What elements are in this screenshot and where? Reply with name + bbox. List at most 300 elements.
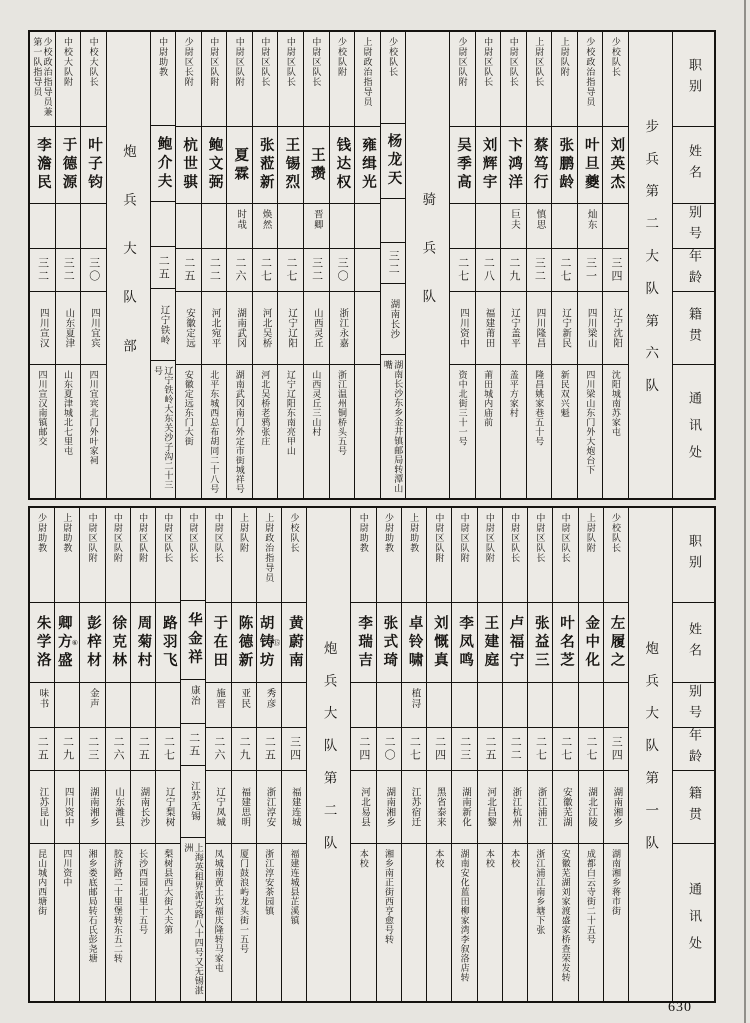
native-place-cell-text: 河北易县 [359, 787, 369, 827]
native-place-cell-text: 浙江浦江 [535, 787, 546, 827]
age-cell-text: 二七 [558, 257, 571, 283]
age-cell-text: 三二 [62, 257, 75, 283]
rank-cell-text: 中尉区队附 [434, 513, 445, 563]
address-cell-text: 昆山城内西塘街 [37, 849, 48, 916]
address-cell [478, 844, 502, 1001]
native-place-cell [427, 771, 451, 844]
name-annotation-mark: ⑥ [70, 638, 79, 647]
age-cell [232, 728, 256, 771]
person-column [500, 32, 526, 498]
native-place-cell [503, 771, 527, 844]
age-cell [278, 249, 303, 292]
age-cell-text: 三四 [610, 257, 623, 283]
address-cell [528, 844, 552, 1001]
rank-cell-text: 中尉助教 [158, 37, 169, 77]
native-place-cell-text: 四川梁山 [585, 308, 596, 348]
name-cell [56, 127, 81, 204]
address-cell [579, 844, 603, 1001]
person-column [354, 32, 380, 498]
age-cell-text: 二五 [182, 257, 195, 283]
native-place-cell-text: 湖南长沙 [388, 299, 399, 340]
person-column [231, 508, 256, 1001]
row-header-1 [673, 127, 714, 204]
alias-cell [501, 204, 526, 249]
address-cell-text: 湖南武冈南门外定市街城祥号 [234, 370, 245, 494]
section-title-cell [107, 32, 150, 498]
person-column [477, 508, 502, 1001]
native-place-cell [156, 771, 180, 844]
rank-cell-text: 中尉区队附 [138, 513, 149, 563]
native-place-cell [232, 771, 256, 844]
person-column [80, 32, 106, 498]
address-cell-text: 山西灵丘三山村 [311, 370, 322, 437]
person-name: 张式琦 [381, 614, 398, 671]
rank-cell-text: 中尉区队长 [188, 513, 199, 563]
rank-cell [402, 508, 426, 603]
rank-cell-text: 上尉助教 [62, 513, 73, 553]
age-cell [106, 728, 130, 771]
native-place-cell [603, 292, 628, 365]
name-cell [604, 603, 628, 683]
rank-cell [131, 508, 155, 603]
address-cell [176, 365, 201, 498]
age-cell-text: 二七 [584, 736, 597, 762]
rank-cell [579, 508, 603, 603]
section-title-cell [307, 508, 350, 1001]
native-place-cell [377, 771, 401, 844]
rank-cell-text: 少尉区队附 [457, 37, 468, 87]
alias-cell-text: 康治 [188, 684, 199, 706]
rank-cell [427, 508, 451, 603]
person-name: 杭世骐 [181, 137, 198, 193]
row-header-3 [673, 728, 714, 771]
alias-cell-text: 慎思 [534, 209, 545, 230]
rank-cell-text: 少校政治指导员兼第一队指导员 [32, 37, 53, 117]
native-place-cell-text: 辽宁新民 [560, 308, 571, 348]
native-place-cell-text: 河北昌黎 [485, 787, 496, 827]
alias-cell [257, 683, 281, 728]
rank-cell [253, 32, 278, 127]
rank-cell [176, 32, 201, 127]
rank-cell [355, 32, 380, 127]
native-place-cell [552, 292, 577, 365]
native-place-cell-text: 河北宛平 [209, 308, 220, 348]
address-cell-text: 湖南湘乡蒋市街 [611, 849, 622, 916]
age-cell-text: 三四 [610, 736, 623, 762]
address-cell-text: 本校 [358, 849, 369, 868]
rank-cell [81, 32, 106, 127]
age-cell-text: 三二 [36, 257, 49, 283]
person-name: 鲍文弼 [206, 137, 223, 193]
rank-cell-text: 上尉助教 [409, 513, 420, 553]
person-name: 胡铸坊 [257, 614, 274, 671]
row-header-4 [673, 771, 714, 844]
address-cell-text: 上海英租界派克路八十四号又无锡湛洲 [183, 842, 204, 995]
row-header-0-text: 职别 [686, 58, 702, 100]
age-cell-text: 二三 [458, 736, 471, 762]
section-title-text: 骑兵队 [420, 192, 436, 338]
native-place-cell-text: 湖南武冈 [235, 308, 246, 348]
name-cell [176, 127, 201, 204]
alias-cell [227, 204, 252, 249]
age-cell-text: 二四 [357, 736, 370, 762]
native-place-cell-text: 辽宁凤城 [214, 787, 225, 827]
age-cell [355, 249, 380, 292]
rank-cell-text: 中校大队长 [88, 37, 99, 87]
section-title-column [628, 32, 672, 498]
alias-cell [377, 683, 401, 728]
address-cell-text: 胶济路二十里堡转东五二转 [112, 849, 123, 963]
person-name: 王锡烈 [283, 137, 300, 193]
person-column [54, 508, 79, 1001]
alias-cell [156, 683, 180, 728]
age-cell-text: 二三 [86, 736, 99, 762]
address-cell-text: 辽宁铁岭大东关沙子沟二十三号 [152, 366, 174, 490]
native-place-cell [381, 284, 406, 355]
address-cell [278, 365, 303, 498]
rank-cell [278, 32, 303, 127]
native-place-cell [604, 771, 628, 844]
age-cell [478, 728, 502, 771]
name-cell [552, 127, 577, 204]
person-column [79, 508, 104, 1001]
native-place-cell [402, 771, 426, 844]
rank-cell-text: 中尉区队附 [459, 513, 470, 563]
address-cell [80, 844, 104, 1001]
alias-cell-text: 植浔 [409, 688, 420, 709]
native-place-cell-text: 江苏无锡 [188, 781, 199, 822]
name-cell [381, 124, 406, 199]
rank-cell [30, 32, 55, 127]
person-name: 吴季高 [455, 137, 472, 193]
alias-cell [131, 683, 155, 728]
address-cell [181, 838, 205, 1001]
native-place-cell [30, 292, 55, 365]
alias-cell [402, 683, 426, 728]
address-cell-text: 安徽定远东门大街 [183, 370, 194, 446]
alias-cell [427, 683, 451, 728]
section-title-cell [406, 32, 449, 498]
rank-cell [151, 32, 176, 126]
native-place-cell-text: 湖南湘乡 [384, 787, 395, 827]
age-cell-text: 二七 [559, 736, 572, 762]
roster-table-top [28, 30, 716, 500]
rank-cell [578, 32, 603, 127]
address-cell [381, 355, 406, 498]
age-cell-text: 三四 [288, 736, 301, 762]
person-name: 李瑞吉 [356, 614, 373, 671]
native-place-cell [131, 771, 155, 844]
rank-cell-text: 中尉区队长 [508, 37, 519, 87]
name-cell [80, 603, 104, 683]
name-cell [304, 127, 329, 204]
row-header-column [672, 508, 714, 1001]
person-name: 周菊村 [135, 614, 152, 671]
person-column [150, 32, 176, 498]
rank-cell [553, 508, 577, 603]
native-place-cell-text: 四川宣汉 [37, 308, 48, 348]
person-column [380, 32, 406, 498]
address-cell [151, 361, 176, 498]
rank-cell-text: 少尉助教 [383, 513, 394, 553]
alias-cell [206, 683, 230, 728]
name-cell [476, 127, 501, 204]
address-cell [604, 844, 628, 1001]
native-place-cell-text: 湖南新化 [459, 787, 470, 827]
row-header-2-text: 别号 [686, 205, 702, 247]
rank-cell-text: 少校队长 [289, 513, 300, 553]
age-cell [579, 728, 603, 771]
native-place-cell-text: 山西灵丘 [311, 308, 322, 348]
native-place-cell [257, 771, 281, 844]
address-cell [501, 365, 526, 498]
row-header-0-text: 职别 [686, 534, 702, 576]
row-header-1 [673, 603, 714, 683]
alias-cell [55, 683, 79, 728]
age-cell [527, 249, 552, 292]
age-cell [330, 249, 355, 292]
native-place-cell-text: 浙江淳安 [264, 787, 275, 827]
name-cell [257, 603, 281, 683]
alias-cell [80, 683, 104, 728]
person-column [30, 508, 54, 1001]
age-cell-text: 三二 [310, 257, 323, 283]
person-column [303, 32, 329, 498]
alias-cell-text: 施晋 [214, 688, 225, 709]
address-cell-text: 盖平方家村 [508, 370, 519, 418]
address-cell [202, 365, 227, 498]
name-cell [206, 603, 230, 683]
native-place-cell-text: 福建连城 [289, 787, 300, 827]
alias-cell-text: 巨夫 [509, 209, 519, 230]
section-title-text: 炮兵大队第二队 [321, 641, 337, 868]
native-place-cell-text: 山东潍县 [113, 787, 124, 827]
rank-cell [330, 32, 355, 127]
age-cell [80, 728, 104, 771]
person-name: 张益三 [532, 614, 549, 671]
native-place-cell-text: 浙江永嘉 [337, 308, 348, 348]
page-number: 630 [668, 1000, 692, 1015]
alias-cell [528, 683, 552, 728]
person-column [376, 508, 401, 1001]
age-cell [450, 249, 475, 292]
address-cell [55, 844, 79, 1001]
rank-cell [227, 32, 252, 127]
age-cell-text: 二五 [187, 731, 200, 758]
rank-cell [377, 508, 401, 603]
address-cell [552, 365, 577, 498]
rank-cell-text: 中尉区队长 [311, 37, 322, 87]
rank-cell-text: 上尉队附 [585, 513, 596, 553]
name-cell [202, 127, 227, 204]
person-column [226, 32, 252, 498]
age-cell-text: 三二 [533, 257, 546, 283]
native-place-cell [206, 771, 230, 844]
age-cell [181, 724, 205, 766]
row-header-2 [673, 204, 714, 249]
row-header-5 [673, 844, 714, 1001]
native-place-cell [528, 771, 552, 844]
person-name: 张鹏龄 [557, 137, 574, 193]
rank-cell-text: 中尉区队长 [510, 513, 521, 563]
person-name: 叶名芝 [558, 614, 575, 671]
alias-cell [452, 683, 476, 728]
alias-cell [30, 683, 54, 728]
address-cell [330, 365, 355, 498]
alias-cell [552, 204, 577, 249]
name-cell [81, 127, 106, 204]
person-column [426, 508, 451, 1001]
rank-cell [478, 508, 502, 603]
age-cell-text: 二五 [157, 254, 170, 281]
age-cell-text: 二五 [263, 736, 276, 762]
age-cell [131, 728, 155, 771]
rank-cell-text: 少尉区长附 [183, 37, 194, 87]
person-name: 叶旦夔 [582, 137, 599, 193]
alias-cell-text: 晋卿 [311, 209, 322, 230]
native-place-cell [227, 292, 252, 365]
rank-cell [80, 508, 104, 603]
native-place-cell-text: 河北吴桥 [260, 308, 271, 348]
age-cell [206, 728, 230, 771]
address-cell [553, 844, 577, 1001]
address-cell-text: 莆田城内庙前 [483, 370, 494, 427]
person-column [281, 508, 306, 1001]
native-place-cell-text: 湖南长沙 [138, 787, 149, 827]
rank-cell-text: 上尉政治指导员 [362, 37, 373, 107]
age-cell-text: 二五 [484, 736, 497, 762]
native-place-cell-text: 湖南湘乡 [611, 787, 622, 827]
person-name: 雍缉光 [359, 137, 376, 193]
rank-cell [381, 32, 406, 124]
person-column [252, 32, 278, 498]
native-place-cell [476, 292, 501, 365]
alias-cell [603, 204, 628, 249]
person-name: 金中化 [583, 614, 600, 671]
name-cell [330, 127, 355, 204]
name-cell [528, 603, 552, 683]
address-cell [427, 844, 451, 1001]
rank-cell [202, 32, 227, 127]
rank-cell [527, 32, 552, 127]
age-cell-text: 二七 [162, 736, 175, 762]
name-annotation-mark: ⑮ [272, 639, 281, 646]
rank-cell-text: 中尉区队长 [213, 513, 224, 563]
person-name: 路羽飞 [160, 614, 177, 671]
name-cell [30, 603, 54, 683]
native-place-cell-text: 辽宁梨树 [163, 787, 174, 827]
section-title-column [628, 508, 672, 1001]
age-cell-text: 二二 [509, 736, 522, 762]
person-column [277, 32, 303, 498]
alias-cell [106, 683, 130, 728]
name-cell [578, 127, 603, 204]
address-cell [206, 844, 230, 1001]
rank-cell-text: 中尉区队附 [87, 513, 98, 563]
row-header-3-text: 年龄 [686, 249, 702, 291]
section-title-cell [629, 508, 672, 1001]
alias-cell [232, 683, 256, 728]
address-cell-text: 凤城南黄土坎福庆隆转马家屯 [213, 849, 224, 973]
address-cell [156, 844, 180, 1001]
scan-edge-artifact [744, 0, 746, 1023]
age-cell [176, 249, 201, 292]
address-cell [30, 844, 54, 1001]
native-place-cell-text: 辽宁沈阳 [611, 308, 622, 348]
person-name: 李澹民 [34, 137, 51, 193]
rank-cell-text: 中尉区队附 [112, 513, 123, 563]
person-column [577, 32, 603, 498]
native-place-cell [55, 771, 79, 844]
native-place-cell-text: 福建莆田 [483, 308, 494, 348]
age-cell-text: 二九 [507, 257, 520, 283]
age-cell [381, 243, 406, 285]
name-cell [55, 603, 79, 683]
person-column [527, 508, 552, 1001]
person-name: 黄蔚南 [286, 614, 303, 671]
native-place-cell [278, 292, 303, 365]
alias-cell [56, 204, 81, 249]
person-name: 夏霖 [232, 146, 249, 184]
rank-cell [528, 508, 552, 603]
person-name: 徐克林 [110, 614, 127, 671]
address-cell-text: 四川梁山东门外大炮台下 [585, 370, 596, 475]
address-cell-text: 梨树县西大街大夫第 [163, 849, 174, 935]
name-cell [553, 603, 577, 683]
address-cell-text: 浙江浦江南乡塘下张 [535, 849, 546, 935]
rank-cell-text: 中尉区队长 [285, 37, 296, 87]
person-name: 彭梓材 [85, 614, 102, 671]
age-cell-text: 二九 [238, 736, 251, 762]
person-column [578, 508, 603, 1001]
person-column [603, 508, 628, 1001]
native-place-cell [330, 292, 355, 365]
rank-cell-text: 中尉区队附 [484, 513, 495, 563]
age-cell-text: 三〇 [336, 257, 349, 283]
age-cell-text: 三一 [584, 257, 597, 283]
rank-cell [156, 508, 180, 603]
rank-cell [282, 508, 306, 603]
address-cell-text: 本校 [484, 849, 495, 868]
person-name: 叶子钧 [86, 137, 103, 193]
address-cell-text: 辽宁辽阳东南亮甲山 [285, 370, 296, 456]
person-name: 刘辉宇 [480, 137, 497, 193]
address-cell-text: 浙江温州铜桥头五号 [336, 370, 347, 456]
native-place-cell-text: 江苏宿迁 [409, 787, 420, 827]
address-cell [30, 365, 55, 498]
address-cell-text: 湘乡娄底邮局转石氏彭尧塘 [87, 849, 98, 963]
rank-cell-text: 少校队附 [336, 37, 347, 77]
person-column [602, 32, 628, 498]
age-cell-text: 二二 [208, 257, 221, 283]
age-cell [55, 728, 79, 771]
person-name: 杨龙天 [385, 133, 402, 189]
row-header-0 [673, 32, 714, 127]
age-cell-text: 二七 [259, 257, 272, 283]
address-cell-text: 资中北街三十一号 [457, 370, 468, 446]
section-title-column [405, 32, 449, 498]
native-place-cell-text: 四川资中 [457, 308, 468, 348]
native-place-cell [56, 292, 81, 365]
native-place-cell [282, 771, 306, 844]
address-cell [476, 365, 501, 498]
person-name: 朱学洛 [34, 614, 51, 671]
name-cell [253, 127, 278, 204]
age-cell-text: 二〇 [383, 736, 396, 762]
age-cell [402, 728, 426, 771]
native-place-cell [452, 771, 476, 844]
person-name: 刘慨真 [431, 614, 448, 671]
